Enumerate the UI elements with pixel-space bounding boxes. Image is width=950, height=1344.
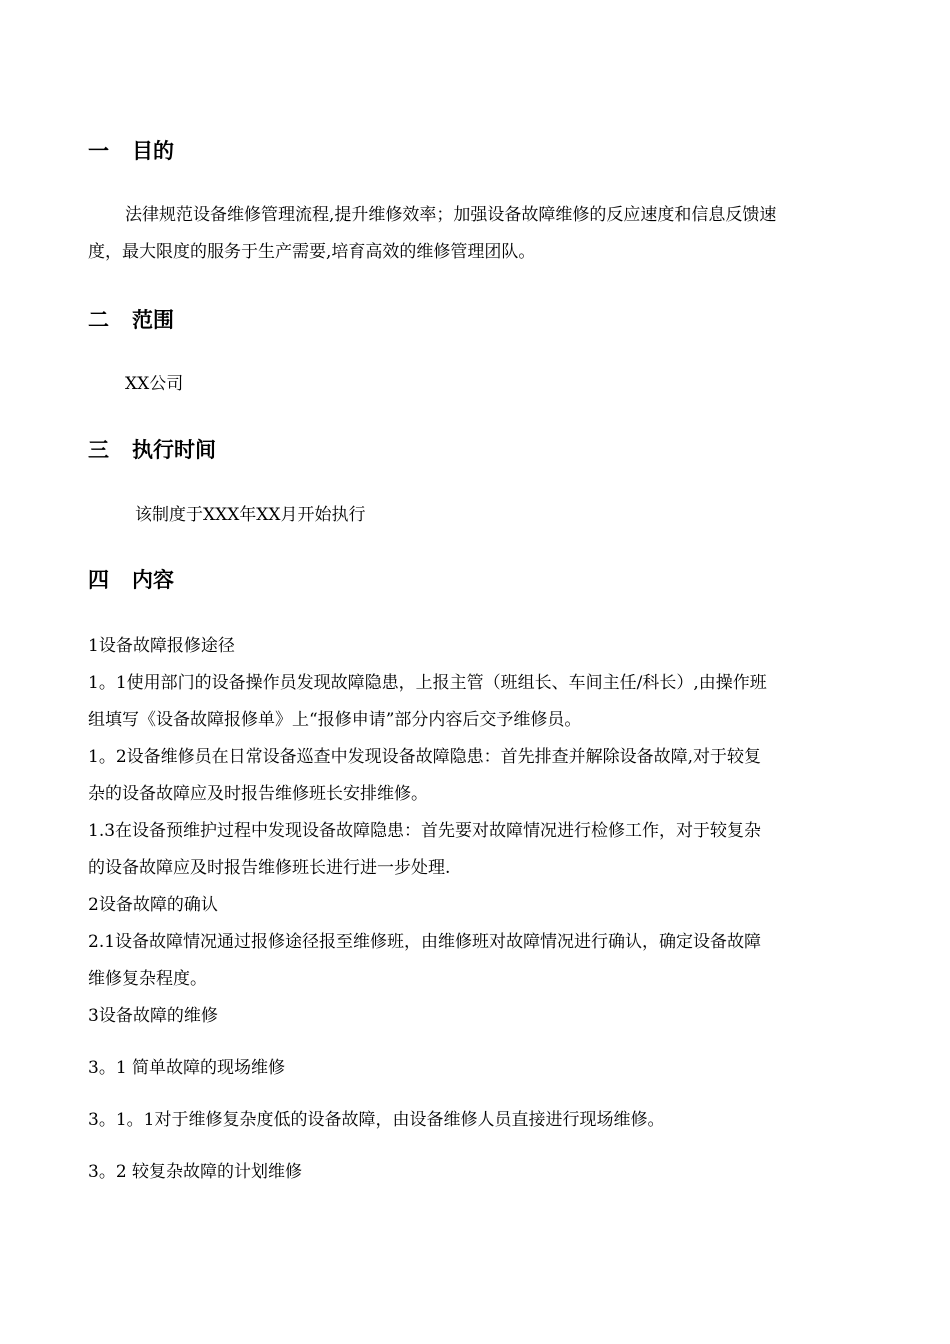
purpose-paragraph-line-2: 度，最大限度的服务于生产需要,培育高效的维修管理团队。 [88, 242, 536, 262]
content-line: 杂的设备故障应及时报告维修班长安排维修。 [88, 784, 428, 804]
content-line: 1。1使用部门的设备操作员发现故障隐患，上报主管（班组长、车间主任/科长）,由操作班 [88, 673, 767, 693]
content-line: 维修复杂程度。 [88, 969, 207, 989]
content-line: 1设备故障报修途径 [88, 636, 235, 656]
content-line: 1.3在设备预维护过程中发现设备故障隐患：首先要对故障情况进行检修工作，对于较复杂 [88, 821, 762, 841]
content-line: 组填写《设备故障报修单》上“报修申请”部分内容后交予维修员。 [88, 710, 582, 730]
scope-text: XX公司 [125, 374, 184, 394]
section-heading-content [88, 567, 174, 593]
content-line: 2.1设备故障情况通过报修途径报至维修班，由维修班对故障情况进行确认，确定设备故障 [88, 932, 762, 952]
section-heading-scope [88, 307, 174, 333]
section-number: 四 [88, 568, 109, 592]
section-title: 执行时间 [132, 438, 216, 462]
content-line: 3。2 较复杂故障的计划维修 [88, 1162, 303, 1182]
effective-time-text: 该制度于XXX年XX月开始执行 [135, 505, 366, 525]
content-line: 3设备故障的维修 [88, 1006, 218, 1026]
content-line: 1。2设备维修员在日常设备巡查中发现设备故障隐患：首先排查并解除设备故障,对于较复 [88, 747, 762, 767]
content-line: 的设备故障应及时报告维修班长进行进一步处理. [88, 858, 451, 878]
purpose-paragraph-line-1: 法律规范设备维修管理流程,提升维修效率；加强设备故障维修的反应速度和信息反馈速 [125, 205, 777, 225]
section-heading-effective-time [88, 437, 216, 463]
section-number: 一 [88, 139, 109, 163]
section-number: 二 [88, 308, 109, 332]
section-title: 内容 [132, 568, 174, 592]
content-line: 3。1 简单故障的现场维修 [88, 1058, 286, 1078]
content-line: 3。1。1对于维修复杂度低的设备故障，由设备维修人员直接进行现场维修。 [88, 1110, 665, 1130]
section-title: 范围 [132, 308, 174, 332]
section-number: 三 [88, 438, 109, 462]
content-line: 2设备故障的确认 [88, 895, 218, 915]
section-title: 目的 [132, 139, 174, 163]
section-heading-purpose [88, 138, 174, 164]
